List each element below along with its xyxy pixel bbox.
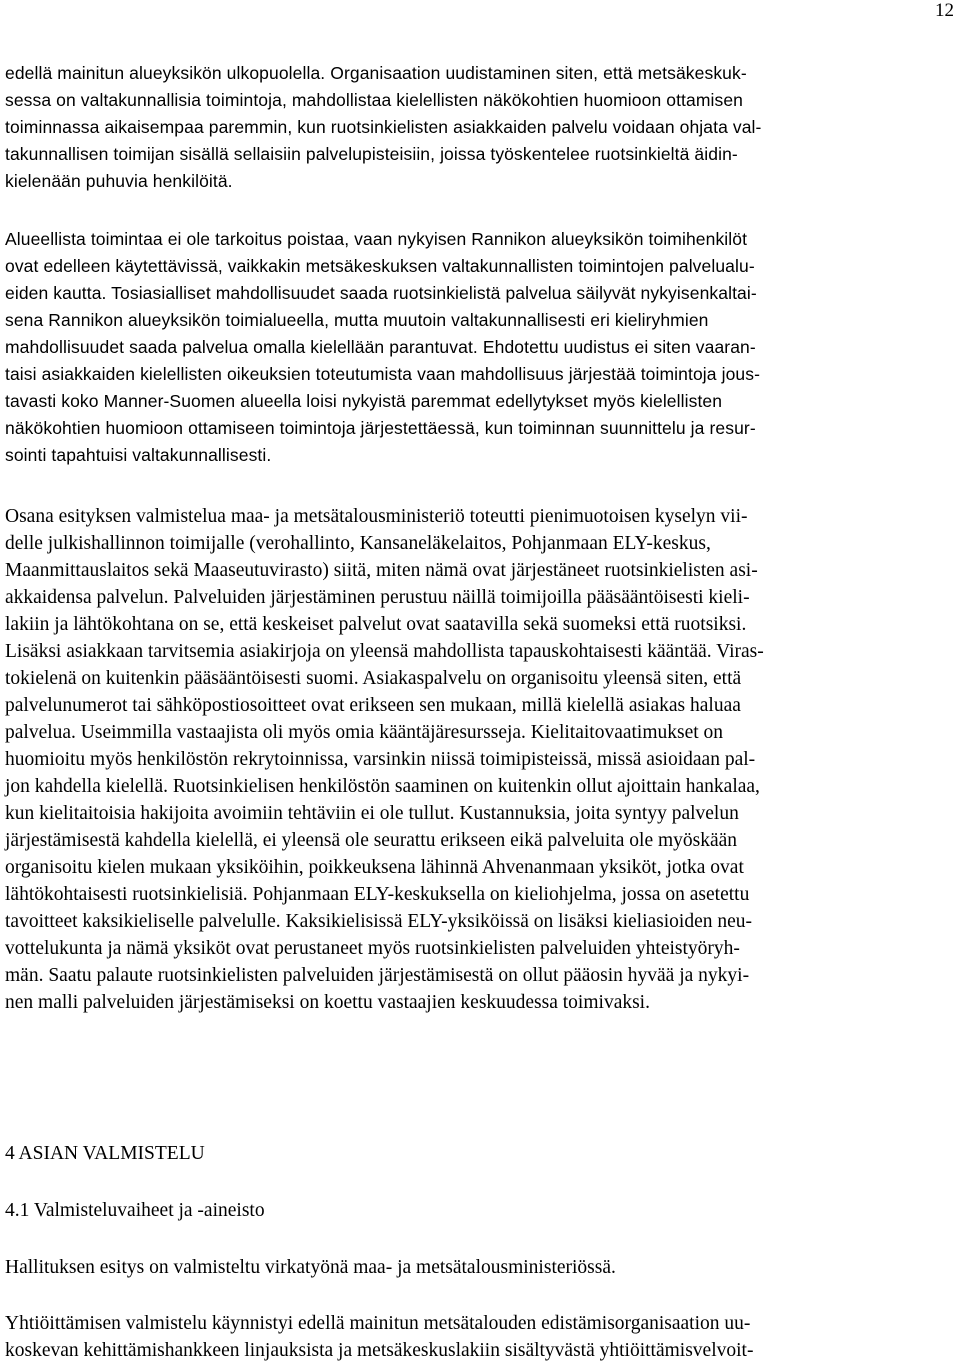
- text-line: Maanmittauslaitos sekä Maaseutuvirasto) siitä, miten nämä ovat järjestäneet ruotsinkielisten asi-: [5, 560, 758, 581]
- text-line: taisi asiakkaiden kielellisten oikeuksien toteutumista vaan mahdollisuus järjestää toimintoja jous-: [5, 364, 761, 384]
- paragraph-4: Hallituksen esitys on valmisteltu virkatyönä maa- ja metsätalousministeriössä.: [5, 1257, 616, 1278]
- text-line: kun kielitaitoisia hakijoita avoimiin tehtäviin ei ole tullut. Kustannuksia, joita syntyy palvelun: [5, 803, 739, 824]
- section-heading: 4 ASIAN VALMISTELU: [5, 1143, 205, 1164]
- text-line: kielenään puhuvia henkilöitä.: [5, 171, 233, 191]
- text-line: eiden kautta. Tosiasialliset mahdollisuudet saada ruotsinkielistä palvelua säilyvät nykyisenkaltai-: [5, 283, 757, 303]
- text-line: lähtökohtaisesti ruotsinkielisiä. Pohjanmaan ELY-keskuksella on kieliohjelma, jossa on asetettu: [5, 884, 750, 905]
- text-line: mahdollisuudet saada palvelua omalla kielellään parantuvat. Ehdotettu uudistus ei siten vaaran-: [5, 337, 756, 357]
- text-line: Alueellista toimintaa ei ole tarkoitus poistaa, vaan nykyisen Rannikon alueyksikön toimihenkilöt: [5, 229, 748, 249]
- text-line: Lisäksi asiakkaan tarvitsemia asiakirjoja on yleensä mahdollista tapauskohtaisesti kääntää. Viras-: [5, 641, 764, 662]
- text-line: takunnallisen toimijan sisällä sellaisiin palvelupisteisiin, joissa työskentelee ruotsinkieltä äidin-: [5, 144, 738, 164]
- text-line: järjestämisestä kahdella kielellä, ei yleensä ole seurattu erikseen eikä palveluita ole myöskään: [5, 830, 738, 851]
- text-line: tavoitteet kaksikieliselle palvelulle. Kaksikielisissä ELY-yksiköissä on lisäksi kieliasioiden neu-: [5, 911, 753, 932]
- text-line: delle julkishallinnon toimijalle (verohallinto, Kansaneläkelaitos, Pohjanmaan ELY-keskus,: [5, 533, 711, 554]
- text-line: män. Saatu palaute ruotsinkielisten palveluiden järjestämisestä on ollut pääosin hyvää ja nykyi-: [5, 965, 750, 986]
- text-line: palvelunumerot tai sähköpostiosoitteet ovat erikseen sen mukaan, millä kielellä asiakas haluaa: [5, 695, 741, 716]
- text-line: tokielenä on kuitenkin pääsääntöisesti suomi. Asiakaspalvelu on organisoitu yleensä siten, että: [5, 668, 742, 689]
- text-line: Yhtiöittämisen valmistelu käynnistyi edellä mainitun metsätalouden edistämisorganisaation uu-: [5, 1313, 751, 1334]
- text-line: tavasti koko Manner-Suomen alueella loisi nykyistä paremmat edellytykset myös kielellisten: [5, 391, 723, 411]
- text-line: organisoitu kielen mukaan yksiköihin, poikkeuksena lähinnä Ahvenanmaan yksiköt, jotka ovat: [5, 857, 744, 878]
- text-line: Osana esityksen valmistelua maa- ja metsätalousministeriö toteutti pienimuotoisen kyselyn vii-: [5, 506, 748, 527]
- text-line: palvelua. Useimmilla vastaajista oli myös omia kääntäjäresursseja. Kielitaitovaatimukset on: [5, 722, 724, 743]
- subsection-heading: 4.1 Valmisteluvaiheet ja -aineisto: [5, 1200, 265, 1221]
- text-line: jon kahdella kielellä. Ruotsinkielisen henkilöstön saaminen on kuitenkin ollut ajoittain hankalaa,: [5, 776, 760, 797]
- text-line: nen malli palveluiden järjestämiseksi on koettu vastaajien keskuudessa toimivaksi.: [5, 992, 650, 1013]
- text-line: toiminnassa aikaisempaa paremmin, kun ruotsinkielisten asiakkaiden palvelu voidaan ohjata val-: [5, 117, 762, 137]
- text-line: lakiin ja lähtökohtana on se, että keskeiset palvelut ovat saatavilla sekä suomeksi että ruotsiksi.: [5, 614, 747, 635]
- text-line: sessa on valtakunnallisia toimintoja, mahdollistaa kielellisten näkökohtien huomioon ottamisen: [5, 90, 744, 110]
- text-line: vottelukunta ja nämä yksiköt ovat perustaneet myös ruotsinkielisten palveluiden yhteistyöryh-: [5, 938, 740, 959]
- text-line: edellä mainitun alueyksikön ulkopuolella. Organisaation uudistaminen siten, että metsäkeskuk-: [5, 63, 747, 83]
- page-number: 12: [935, 0, 954, 21]
- text-line: akkaidensa palvelun. Palveluiden järjestäminen perustuu näillä toimijoilla pääsääntöisesti kieli-: [5, 587, 750, 608]
- text-line: sointi tapahtuisi valtakunnallisesti.: [5, 445, 272, 465]
- text-line: näkökohtien huomioon ottamiseen toimintoja järjestettäessä, kun toiminnan suunnittelu ja resur-: [5, 418, 756, 438]
- text-line: koskevan kehittämishankkeen linjauksista ja metsäkeskuslakiin sisältyvästä yhtiöittämisvelvoit-: [5, 1340, 754, 1361]
- text-line: sena Rannikon alueyksikön toimialueella, mutta muutoin valtakunnallisesti eri kieliryhmien: [5, 310, 709, 330]
- text-line: huomioitu myös henkilöstön rekrytoinnissa, varsinkin niissä toimipisteissä, missä asioidaan pal-: [5, 749, 756, 770]
- text-line: ovat edelleen käytettävissä, vaikkakin metsäkeskuksen valtakunnallisten toimintojen palvelualu-: [5, 256, 755, 276]
